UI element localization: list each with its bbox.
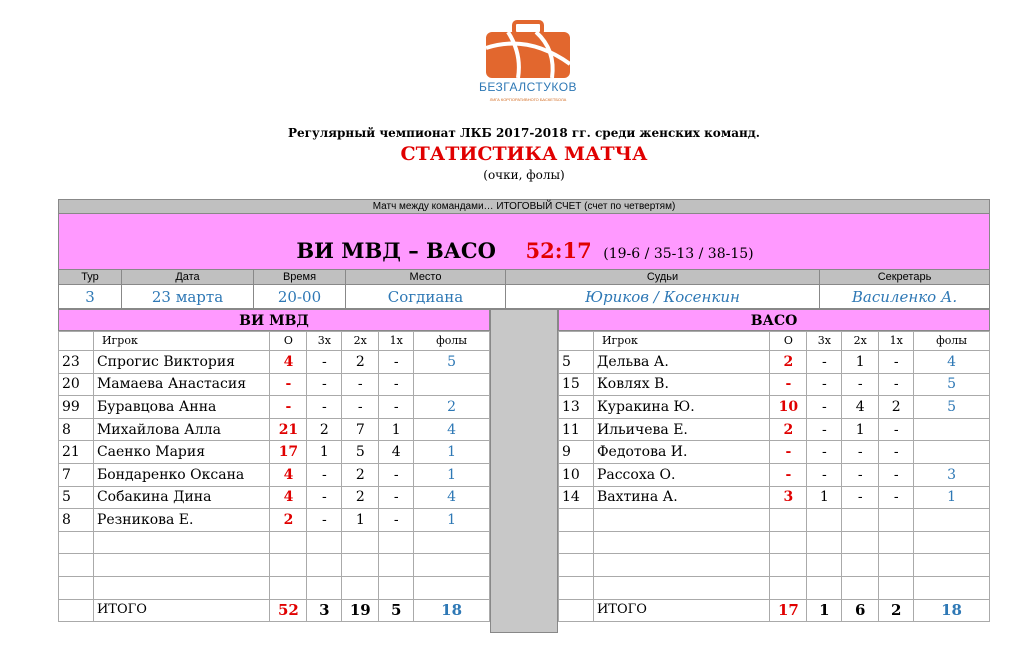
player-fouls bbox=[914, 531, 990, 554]
player-row bbox=[59, 351, 490, 374]
value-secretary: Василенко А. bbox=[820, 285, 990, 309]
player-points: 21 bbox=[270, 418, 307, 441]
player-num: 11 bbox=[559, 418, 594, 441]
value-round: 3 bbox=[58, 285, 122, 309]
player-fouls: 5 bbox=[414, 351, 490, 374]
player-points: 4 bbox=[270, 486, 307, 509]
player-row bbox=[59, 531, 490, 554]
column-header-blank bbox=[59, 332, 94, 351]
label-time: Время bbox=[254, 269, 346, 285]
player-three bbox=[807, 576, 842, 599]
column-header: О bbox=[270, 332, 307, 351]
player-two: 2 bbox=[342, 486, 379, 509]
player-row bbox=[559, 554, 990, 577]
player-points: - bbox=[770, 373, 807, 396]
total-blank bbox=[59, 599, 94, 622]
player-fouls: 4 bbox=[414, 418, 490, 441]
column-header: 1х bbox=[379, 332, 414, 351]
match-quarters: (19-6 / 35-13 / 38-15) bbox=[603, 246, 754, 262]
player-row bbox=[59, 441, 490, 464]
player-fouls: 4 bbox=[914, 351, 990, 374]
player-name bbox=[93, 554, 270, 577]
player-points: 2 bbox=[770, 418, 807, 441]
player-points bbox=[770, 531, 807, 554]
team-a-table bbox=[58, 331, 490, 622]
column-header: 3х bbox=[807, 332, 842, 351]
player-two: - bbox=[842, 373, 879, 396]
player-fouls: 1 bbox=[414, 441, 490, 464]
player-fouls bbox=[414, 531, 490, 554]
player-fouls: 3 bbox=[914, 463, 990, 486]
player-points bbox=[270, 531, 307, 554]
player-two bbox=[842, 554, 879, 577]
player-one: 2 bbox=[879, 396, 914, 419]
total-fouls: 18 bbox=[914, 599, 990, 622]
player-two: 1 bbox=[842, 418, 879, 441]
player-name: Рассоха О. bbox=[593, 463, 770, 486]
player-points: 3 bbox=[770, 486, 807, 509]
total-two: 19 bbox=[342, 599, 379, 622]
player-three: - bbox=[807, 418, 842, 441]
player-fouls: 1 bbox=[914, 486, 990, 509]
player-row bbox=[559, 373, 990, 396]
player-num: 8 bbox=[59, 509, 94, 532]
player-points: 2 bbox=[270, 509, 307, 532]
total-three: 3 bbox=[307, 599, 342, 622]
player-num: 5 bbox=[559, 351, 594, 374]
player-num bbox=[59, 576, 94, 599]
player-two: - bbox=[342, 396, 379, 419]
player-points: - bbox=[770, 441, 807, 464]
basketball-logo-icon bbox=[478, 14, 578, 109]
team-b-title: ВАСО bbox=[558, 309, 990, 331]
player-points bbox=[770, 576, 807, 599]
player-num: 13 bbox=[559, 396, 594, 419]
player-one: - bbox=[879, 486, 914, 509]
total-label: ИТОГО bbox=[93, 599, 270, 622]
player-three bbox=[307, 576, 342, 599]
player-three: - bbox=[307, 373, 342, 396]
player-two: 2 bbox=[342, 463, 379, 486]
column-header: О bbox=[770, 332, 807, 351]
player-three: - bbox=[807, 441, 842, 464]
player-points: - bbox=[270, 373, 307, 396]
total-points: 52 bbox=[270, 599, 307, 622]
player-fouls: 4 bbox=[414, 486, 490, 509]
player-points: 2 bbox=[770, 351, 807, 374]
player-num: 21 bbox=[59, 441, 94, 464]
total-points: 17 bbox=[770, 599, 807, 622]
player-name: Федотова И. bbox=[593, 441, 770, 464]
player-points bbox=[770, 554, 807, 577]
column-header-row bbox=[59, 332, 490, 351]
label-round: Тур bbox=[58, 269, 122, 285]
player-points: - bbox=[270, 396, 307, 419]
player-row bbox=[559, 463, 990, 486]
player-num: 7 bbox=[59, 463, 94, 486]
player-fouls bbox=[914, 441, 990, 464]
player-name bbox=[593, 531, 770, 554]
player-one: - bbox=[379, 373, 414, 396]
team-a-title: ВИ МВД bbox=[58, 309, 490, 331]
value-time: 20-00 bbox=[254, 285, 346, 309]
player-name: Ильичева Е. bbox=[593, 418, 770, 441]
player-points bbox=[270, 554, 307, 577]
player-three: - bbox=[807, 351, 842, 374]
player-row bbox=[559, 441, 990, 464]
player-three: 1 bbox=[307, 441, 342, 464]
player-row bbox=[59, 418, 490, 441]
player-name: Вахтина А. bbox=[593, 486, 770, 509]
player-one: - bbox=[879, 373, 914, 396]
player-two bbox=[342, 576, 379, 599]
championship-subtitle: Регулярный чемпионат ЛКБ 2017-2018 гг. среди женских команд. bbox=[288, 126, 760, 140]
total-row bbox=[59, 599, 490, 622]
player-three: - bbox=[807, 373, 842, 396]
player-two: - bbox=[842, 463, 879, 486]
total-fouls: 18 bbox=[414, 599, 490, 622]
player-fouls: 2 bbox=[414, 396, 490, 419]
player-three bbox=[807, 509, 842, 532]
player-points bbox=[270, 576, 307, 599]
team-b-table bbox=[558, 331, 990, 622]
player-three: - bbox=[307, 396, 342, 419]
player-row bbox=[59, 509, 490, 532]
player-name: Мамаева Анастасия bbox=[93, 373, 270, 396]
player-points: 4 bbox=[270, 463, 307, 486]
player-two bbox=[342, 531, 379, 554]
player-one bbox=[879, 531, 914, 554]
player-name: Бондаренко Оксана bbox=[93, 463, 270, 486]
player-num: 8 bbox=[59, 418, 94, 441]
player-three bbox=[807, 531, 842, 554]
player-three: - bbox=[307, 351, 342, 374]
player-two: 4 bbox=[842, 396, 879, 419]
player-fouls bbox=[914, 576, 990, 599]
player-one: - bbox=[379, 463, 414, 486]
player-points bbox=[770, 509, 807, 532]
match-caption: Матч между командами… ИТОГОВЫЙ СЧЕТ (счет по четвертям) bbox=[58, 199, 990, 214]
player-three: - bbox=[307, 463, 342, 486]
player-two: - bbox=[842, 486, 879, 509]
value-referees: Юриков / Косенкин bbox=[506, 285, 820, 309]
player-name: Куракина Ю. bbox=[593, 396, 770, 419]
player-fouls bbox=[914, 418, 990, 441]
player-two: 1 bbox=[842, 351, 879, 374]
match-score: 52:17 bbox=[525, 238, 592, 263]
player-row bbox=[59, 396, 490, 419]
match-band bbox=[58, 214, 990, 269]
player-points: 10 bbox=[770, 396, 807, 419]
player-name: Собакина Дина bbox=[93, 486, 270, 509]
column-header-row bbox=[559, 332, 990, 351]
column-header: Игрок bbox=[593, 332, 770, 351]
player-points: 17 bbox=[270, 441, 307, 464]
player-three: 2 bbox=[307, 418, 342, 441]
player-name bbox=[593, 509, 770, 532]
title-note: (очки, фолы) bbox=[483, 168, 565, 182]
player-two: 7 bbox=[342, 418, 379, 441]
player-points: 4 bbox=[270, 351, 307, 374]
match-teams: ВИ МВД – ВАСО bbox=[296, 238, 496, 263]
total-one: 2 bbox=[879, 599, 914, 622]
player-num: 99 bbox=[59, 396, 94, 419]
page-title: СТАТИСТИКА МАТЧА bbox=[400, 143, 648, 165]
total-row bbox=[559, 599, 990, 622]
column-header: 1х bbox=[879, 332, 914, 351]
player-fouls bbox=[914, 509, 990, 532]
player-three bbox=[807, 554, 842, 577]
player-fouls: 5 bbox=[914, 373, 990, 396]
value-venue: Согдиана bbox=[346, 285, 506, 309]
column-header: фолы bbox=[914, 332, 990, 351]
total-one: 5 bbox=[379, 599, 414, 622]
total-blank bbox=[559, 599, 594, 622]
player-name: Дельва А. bbox=[593, 351, 770, 374]
player-num: 5 bbox=[59, 486, 94, 509]
match-line bbox=[59, 238, 991, 263]
player-row bbox=[59, 486, 490, 509]
column-header-blank bbox=[559, 332, 594, 351]
player-two bbox=[842, 576, 879, 599]
column-header: фолы bbox=[414, 332, 490, 351]
player-name: Резникова Е. bbox=[93, 509, 270, 532]
player-row bbox=[559, 531, 990, 554]
player-num: 9 bbox=[559, 441, 594, 464]
player-one bbox=[879, 509, 914, 532]
player-fouls bbox=[914, 554, 990, 577]
player-two: 1 bbox=[342, 509, 379, 532]
player-name: Саенко Мария bbox=[93, 441, 270, 464]
player-one bbox=[379, 554, 414, 577]
player-one: - bbox=[879, 463, 914, 486]
player-name bbox=[93, 531, 270, 554]
player-three: - bbox=[307, 509, 342, 532]
value-date: 23 марта bbox=[122, 285, 254, 309]
player-num: 14 bbox=[559, 486, 594, 509]
label-venue: Место bbox=[346, 269, 506, 285]
player-two: - bbox=[342, 373, 379, 396]
total-three: 1 bbox=[807, 599, 842, 622]
player-one bbox=[879, 554, 914, 577]
player-one: - bbox=[879, 418, 914, 441]
table-separator bbox=[490, 309, 558, 633]
player-num bbox=[559, 531, 594, 554]
player-fouls bbox=[414, 373, 490, 396]
player-three: - bbox=[307, 486, 342, 509]
player-three: - bbox=[807, 396, 842, 419]
player-num bbox=[559, 554, 594, 577]
player-one: - bbox=[379, 486, 414, 509]
player-one: - bbox=[379, 396, 414, 419]
player-row bbox=[559, 486, 990, 509]
player-row bbox=[559, 418, 990, 441]
player-name bbox=[593, 576, 770, 599]
player-one bbox=[379, 576, 414, 599]
player-row bbox=[59, 373, 490, 396]
player-points: - bbox=[770, 463, 807, 486]
player-three bbox=[307, 554, 342, 577]
column-header: 2х bbox=[842, 332, 879, 351]
player-name: Спрогис Виктория bbox=[93, 351, 270, 374]
player-two bbox=[842, 509, 879, 532]
player-two bbox=[342, 554, 379, 577]
player-three bbox=[307, 531, 342, 554]
player-num: 20 bbox=[59, 373, 94, 396]
player-row bbox=[59, 463, 490, 486]
player-one: - bbox=[379, 509, 414, 532]
player-name bbox=[93, 576, 270, 599]
column-header: Игрок bbox=[93, 332, 270, 351]
player-fouls bbox=[414, 576, 490, 599]
player-one: - bbox=[379, 351, 414, 374]
player-row bbox=[559, 576, 990, 599]
total-two: 6 bbox=[842, 599, 879, 622]
player-row bbox=[559, 509, 990, 532]
player-fouls bbox=[414, 554, 490, 577]
player-two bbox=[842, 531, 879, 554]
player-three: - bbox=[807, 463, 842, 486]
player-name: Михайлова Алла bbox=[93, 418, 270, 441]
player-one: 1 bbox=[379, 418, 414, 441]
player-fouls: 1 bbox=[414, 509, 490, 532]
player-fouls: 1 bbox=[414, 463, 490, 486]
player-three: 1 bbox=[807, 486, 842, 509]
player-row bbox=[59, 554, 490, 577]
player-name bbox=[593, 554, 770, 577]
player-two: - bbox=[842, 441, 879, 464]
player-row bbox=[559, 351, 990, 374]
player-num bbox=[559, 576, 594, 599]
player-two: 2 bbox=[342, 351, 379, 374]
player-num: 23 bbox=[59, 351, 94, 374]
player-one: - bbox=[879, 441, 914, 464]
player-one: 4 bbox=[379, 441, 414, 464]
player-name: Ковлях В. bbox=[593, 373, 770, 396]
total-label: ИТОГО bbox=[593, 599, 770, 622]
column-header: 2х bbox=[342, 332, 379, 351]
player-one bbox=[379, 531, 414, 554]
player-num: 10 bbox=[559, 463, 594, 486]
player-one bbox=[879, 576, 914, 599]
player-one: - bbox=[879, 351, 914, 374]
player-num: 15 bbox=[559, 373, 594, 396]
player-num bbox=[59, 554, 94, 577]
label-secretary: Секретарь bbox=[820, 269, 990, 285]
logo-tagline: ЛИГА КОРПОРАТИВНОГО БАСКЕТБОЛА bbox=[489, 97, 567, 102]
player-num bbox=[59, 531, 94, 554]
logo-name: БЕЗГАЛСТУКОВ bbox=[478, 80, 578, 94]
player-num bbox=[559, 509, 594, 532]
label-referees: Судьи bbox=[506, 269, 820, 285]
player-name: Буравцова Анна bbox=[93, 396, 270, 419]
player-fouls: 5 bbox=[914, 396, 990, 419]
player-row bbox=[559, 396, 990, 419]
player-two: 5 bbox=[342, 441, 379, 464]
player-row bbox=[59, 576, 490, 599]
label-date: Дата bbox=[122, 269, 254, 285]
column-header: 3х bbox=[307, 332, 342, 351]
